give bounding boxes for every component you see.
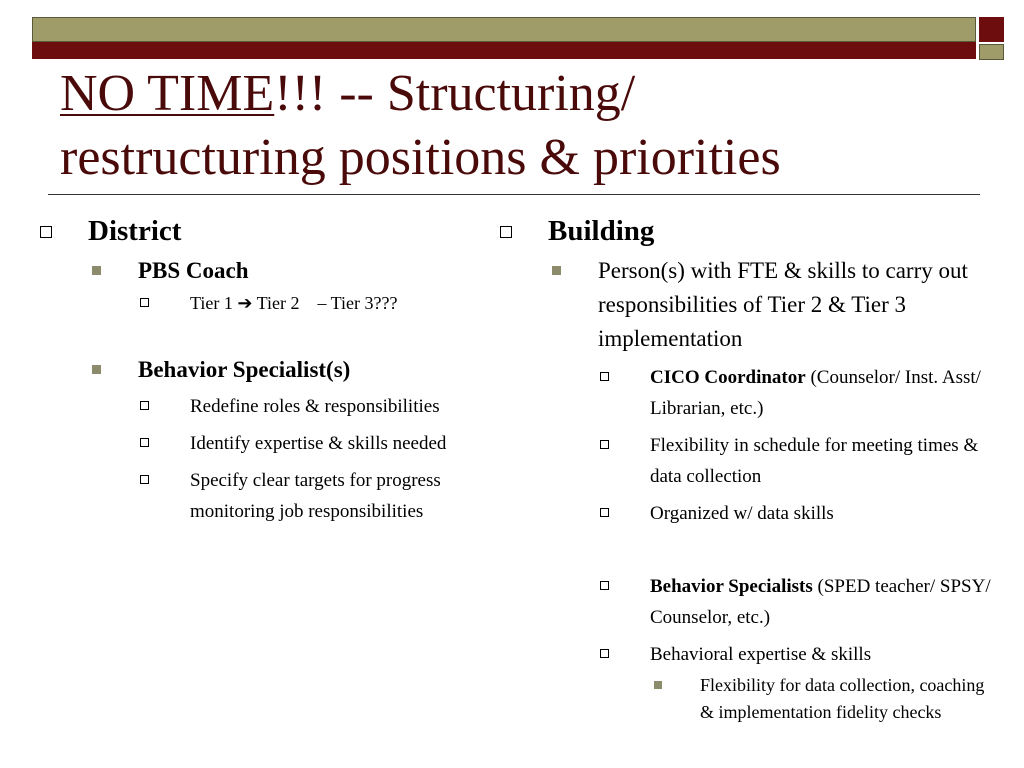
solid-square-bullet-icon xyxy=(552,266,561,275)
hollow-square-bullet-icon xyxy=(40,226,52,238)
tier-progression-item: Tier 1 ➔ Tier 2 – Tier 3??? xyxy=(40,288,480,319)
solid-square-bullet-icon xyxy=(654,681,662,689)
hollow-square-bullet-icon xyxy=(600,440,609,449)
hollow-square-bullet-icon xyxy=(600,508,609,517)
district-heading: District xyxy=(40,212,480,250)
hollow-square-bullet-icon xyxy=(140,438,149,447)
list-item: Specify clear targets for progress monitoring job responsibilities xyxy=(40,465,500,527)
solid-square-bullet-icon xyxy=(92,266,101,275)
list-item: Identify expertise & skills needed xyxy=(40,428,500,459)
title-divider xyxy=(48,194,980,195)
header-band-maroon xyxy=(32,42,976,59)
list-item: Organized w/ data skills xyxy=(500,498,1000,529)
solid-square-bullet-icon xyxy=(92,365,101,374)
list-item: Redefine roles & responsibilities xyxy=(40,391,500,422)
cico-item: CICO Coordinator (Counselor/ Inst. Asst/ Librarian, etc.) xyxy=(500,362,1000,424)
behavior-specialists-item: Behavior Specialists (SPED teacher/ SPSY/ Counselor, etc.) xyxy=(500,571,1000,633)
arrow-right-icon: ➔ xyxy=(237,293,253,313)
title-line2: restructuring positions & priorities xyxy=(60,129,781,186)
right-column xyxy=(500,212,1000,726)
header-square-olive xyxy=(979,44,1004,60)
left-column xyxy=(40,212,480,527)
title-rest: !!! -- Structuring/ xyxy=(274,65,636,122)
list-item: Flexibility for data collection, coaching & implementation fidelity checks xyxy=(500,672,990,726)
pbs-coach-item: PBS Coach xyxy=(40,254,480,288)
hollow-square-bullet-icon xyxy=(600,649,609,658)
hollow-square-bullet-icon xyxy=(500,226,512,238)
header-band-olive xyxy=(32,17,976,42)
hollow-square-bullet-icon xyxy=(140,401,149,410)
header-square-maroon xyxy=(979,17,1004,42)
hollow-square-bullet-icon xyxy=(140,298,149,307)
slide-title xyxy=(60,62,980,190)
behavior-specialist-item: Behavior Specialist(s) xyxy=(40,353,480,387)
list-item: Behavioral expertise & skills xyxy=(500,639,1000,670)
building-heading: Building xyxy=(500,212,1000,250)
list-item: Flexibility in schedule for meeting times & data collection xyxy=(500,430,1000,492)
hollow-square-bullet-icon xyxy=(600,581,609,590)
title-underlined: NO TIME xyxy=(60,65,275,122)
hollow-square-bullet-icon xyxy=(140,475,149,484)
person-fte-item: Person(s) with FTE & skills to carry out responsibilities of Tier 2 & Tier 3 implementation xyxy=(500,254,988,356)
hollow-square-bullet-icon xyxy=(600,372,609,381)
